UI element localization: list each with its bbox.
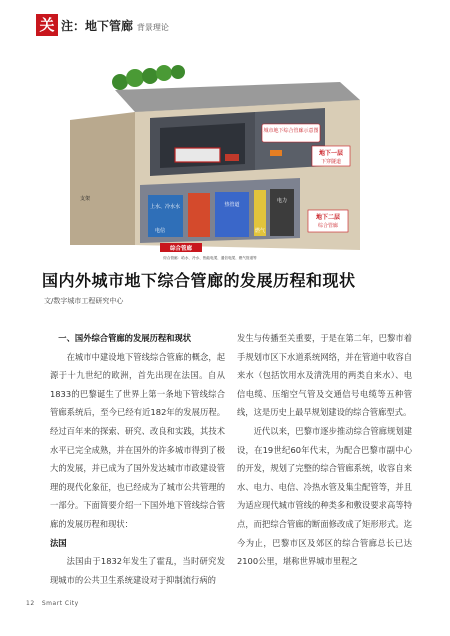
callout-top-label: 城市地下综合管廊示意图 bbox=[263, 128, 319, 134]
layer2-label: 地下二层 bbox=[315, 214, 341, 221]
layer1-sublabel: 下穿隧道 bbox=[320, 159, 342, 165]
callout-top bbox=[262, 124, 320, 142]
soil-left bbox=[70, 112, 135, 245]
page-footer bbox=[26, 600, 79, 607]
label-gas: 燃气 bbox=[254, 228, 266, 234]
section-label bbox=[61, 17, 169, 34]
page-number: 12 bbox=[26, 600, 35, 607]
paragraph: 发生与传播至关重要，于是在第二年，巴黎市着手规划市区下水道系统网络，并在管道中收容自来水（包括饮用水及清洗用的两类自来水）、电信电缆、压缩空气管及交通信号电缆等五种管线，这是历史上最早规划建设的综合管廊型式。 bbox=[237, 333, 412, 418]
trees bbox=[112, 65, 185, 90]
section-title: 注：地下管廊 bbox=[61, 19, 134, 33]
label-power: 电力 bbox=[276, 198, 288, 204]
bus bbox=[175, 148, 220, 162]
layer1-tag bbox=[312, 146, 350, 166]
pipes bbox=[148, 189, 294, 237]
label-heat: 热管道 bbox=[224, 202, 240, 208]
layer2-tag bbox=[308, 210, 348, 232]
car bbox=[225, 154, 239, 161]
article-author: 文/数字城市工程研究中心 bbox=[44, 297, 124, 305]
layer1-label: 地下一层 bbox=[318, 150, 344, 157]
label-water: 上水、冷水水 bbox=[149, 204, 181, 210]
right-column bbox=[237, 329, 412, 571]
figure-legend: 综合管廊：给水、冷水、热能电缆、通信电缆、燃气管道等 bbox=[163, 256, 257, 260]
section-subtitle: 背景理论 bbox=[136, 23, 169, 32]
label-telecom: 电信 bbox=[154, 228, 166, 234]
article-title: 国内外城市地下综合管廊的发展历程和现状 bbox=[42, 271, 356, 290]
page-header bbox=[0, 10, 450, 38]
car bbox=[270, 150, 282, 156]
paragraph: 近代以来，巴黎市逐步推动综合管廊规划建设，在19世纪60年代末，为配合巴黎市副中心的开发，规划了完整的综合管廊系统，收容自来水、电力、电信、冷热水管及集尘配管等，并且为适应现代城市管线的种类多和敷设要求高等特点，而把综合管廊的断面修改成了矩形形式。迄今为止，巴黎市区及郊区的综合管廊总长已达2100公里，堪称世界城市里程之 bbox=[237, 425, 412, 567]
subheading-france: 法国 bbox=[50, 537, 67, 548]
magazine-name: Smart City bbox=[41, 600, 79, 607]
layer2-sublabel: 综合管廊 bbox=[317, 223, 339, 229]
section-heading: 一、国外综合管廊的发展历程和现状 bbox=[58, 333, 192, 343]
paragraph: 在城市中建设地下管线综合管廊的概念，起源于十九世纪的欧洲，首先出现在法国。自从1833的巴黎诞生了世界上第一条地下管线综合管廊系统后，至今已经有近182年的发展历程。经过百年来的探索、研究、改良和实践，其技术水平已完全成熟，并在国外的许多城市得到了极大的发展，并已成为了国外发达城市市政建设管理的现代化象征，也已经成为了城市公共管理的一部分。下面简要介绍一下国外地下管线综合管廊的发展历程和现状： bbox=[50, 351, 225, 529]
section-badge: 关 bbox=[36, 14, 58, 36]
bottom-banner-label: 综合管廊 bbox=[169, 246, 193, 252]
label-rack: 支架 bbox=[80, 196, 91, 202]
utility-tunnel-illustration bbox=[40, 60, 370, 260]
left-column bbox=[50, 329, 225, 589]
paragraph: 法国由于1832年发生了霍乱，当时研究发现城市的公共卫生系统建设对于抑制流行病的 bbox=[50, 556, 225, 585]
